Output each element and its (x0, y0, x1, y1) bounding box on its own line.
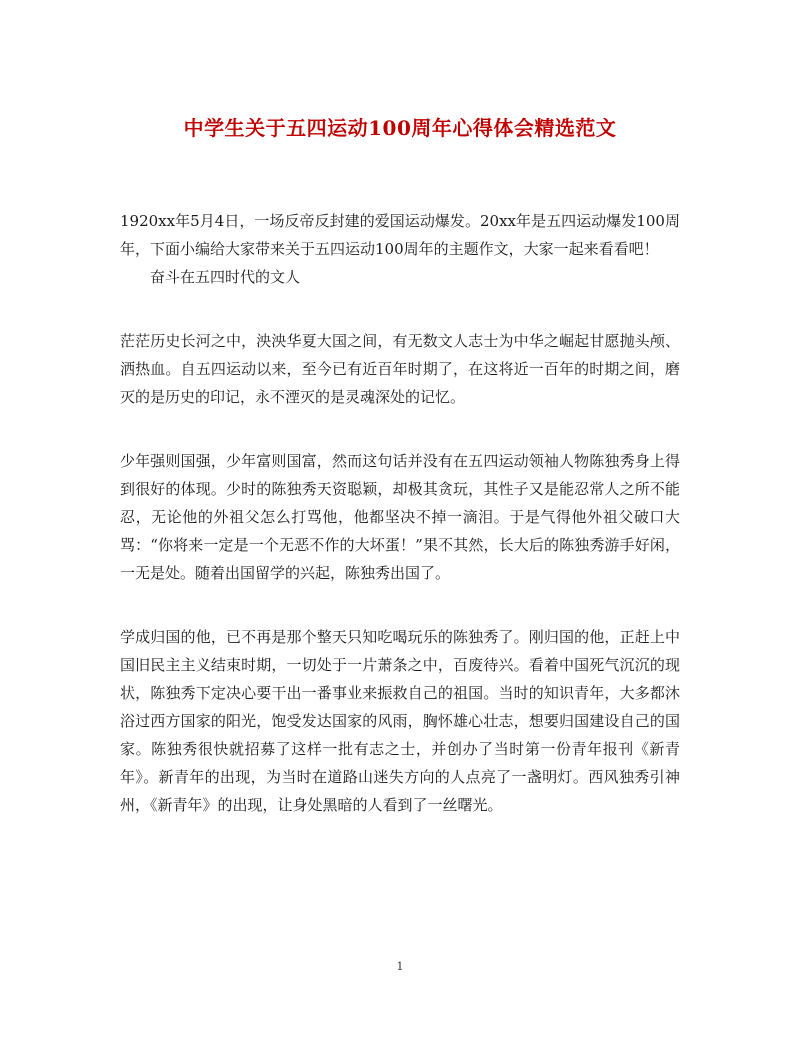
intro-paragraph: 1920xx年5月4日，一场反帝反封建的爱国运动爆发。20xx年是五四运动爆发100周年，下面小编给大家带来关于五四运动100周年的主题作文，大家一起来看看吧！ (120, 212, 680, 258)
body-paragraph-1: 茫茫历史长河之中，泱泱华夏大国之间，有无数文人志士为中华之崛起甘愿抛头颅、洒热血。自五四运动以来，至今已有近百年时期了，在这将近一百年的时期之间，磨灭的是历史的印记，永不湮灭的是灵魂深处的记忆。 (120, 332, 680, 406)
page-number: 1 (396, 960, 404, 973)
document-body (120, 207, 680, 819)
body-paragraph-2: 少年强则国强，少年富则国富，然而这句话并没有在五四运动领袖人物陈独秀身上得到很好的体现。少时的陈独秀天资聪颖，却极其贪玩，其性子又是能忍常人之所不能忍，无论他的外祖父怎么打骂他，他都坚决不掉一滴泪。于是气得他外祖父破口大骂：“你将来一定是一个无恶不作的大坏蛋！”果不其然，长大后的陈独秀游手好闲，一无是处。随着出国留学的兴起，陈独秀出国了。 (120, 452, 680, 582)
section-subtitle: 奋斗在五四时代的文人 (150, 268, 301, 286)
body-paragraph-3: 学成归国的他，已不再是那个整天只知吃喝玩乐的陈独秀了。刚归国的他，正赶上中国旧民主主义结束时期，一切处于一片萧条之中，百废待兴。看着中国死气沉沉的现状，陈独秀下定决心要干出一番事业来振救自己的祖国。当时的知识青年，大多都沐浴过西方国家的阳光，饱受发达国家的风雨，胸怀雄心壮志，想要归国建设自己的国家。陈独秀很快就招募了这样一批有志之士，并创办了当时第一份青年报刊《新青年》。新青年的出现，为当时在道路山迷失方向的人点亮了一盏明灯。西风独秀引神州，《新青年》的出现，让身处黑暗的人看到了一丝曙光。 (120, 628, 680, 814)
document-title: 中学生关于五四运动100周年心得体会精选范文 (183, 116, 617, 140)
